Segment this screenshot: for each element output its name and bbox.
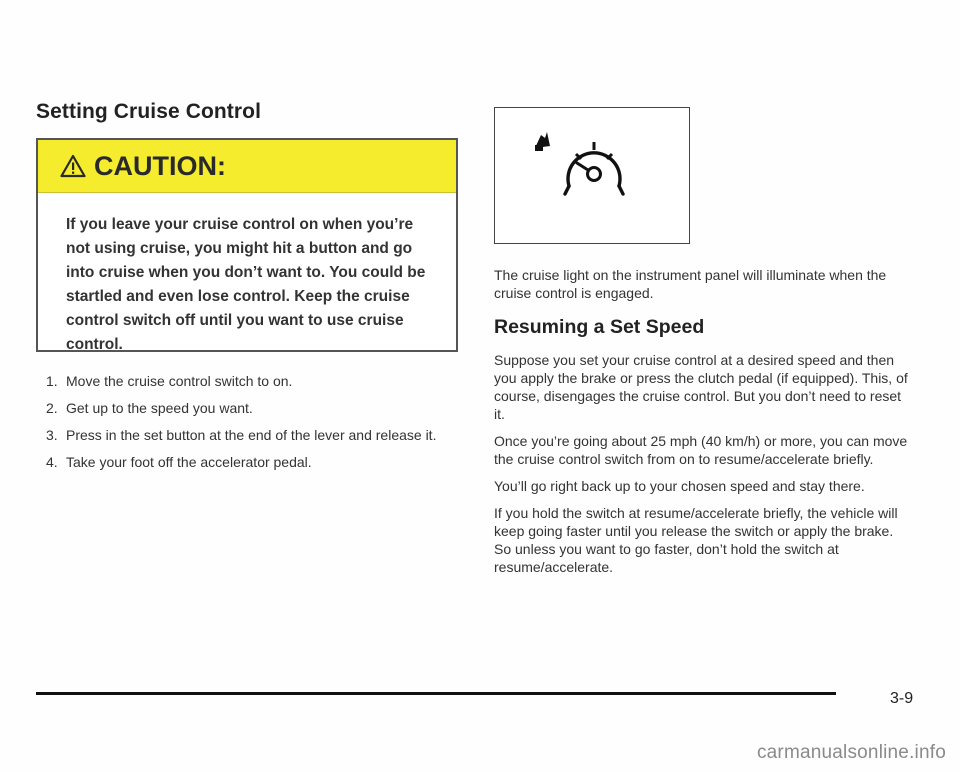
step-text: Press in the set button at the end of the lever and release it. [66,427,437,443]
list-item [46,453,456,471]
paragraph: You’ll go right back up to your chosen speed and stay there. [494,478,865,494]
paragraph: Once you’re going about 25 mph (40 km/h) or more, you can move the cruise control switch from on to resume/accelerate briefly. [494,433,908,467]
list-item [46,372,456,390]
step-number: 4. [46,454,58,470]
watermark: carmanualsonline.info [756,742,946,763]
caution-label: CAUTION: [94,150,226,181]
paragraph: Suppose you set your cruise control at a desired speed and then you apply the brake or press the clutch pedal (if equipped). This, of course, disengages the cruise control. But you don’t need to reset it. [494,352,908,422]
cruise-indicator-figure [494,107,690,244]
step-number: 1. [46,373,58,389]
list-item [46,426,456,444]
figure-caption: The cruise light on the instrument panel will illuminate when the cruise control is engaged. [494,267,887,301]
caution-box [36,138,458,352]
section-heading: Resuming a Set Speed [494,316,705,338]
step-text: Get up to the speed you want. [66,400,253,416]
caution-header [38,140,456,193]
warning-triangle-icon [60,154,86,178]
cruise-control-icon [495,108,689,243]
page-number: 3-9 [890,690,914,707]
caution-text: If you leave your cruise control on when you’re not using cruise, you might hit a button and go into cruise when you don’t want to. You could be startled and even lose control. Keep the cruise control switch off until you want to use cruise control. [66,216,426,353]
step-number: 2. [46,400,58,416]
section-title: Setting Cruise Control [36,100,262,123]
paragraph: If you hold the switch at resume/accelerate briefly, the vehicle will keep going faster until you release the switch or apply the brake. So unless you want to go faster, don’t hold the switch at resume/accelerate. [494,505,898,575]
list-item [46,399,456,417]
left-column [36,100,466,124]
steps-list [46,372,456,480]
right-column [494,266,914,585]
step-text: Move the cruise control switch to on. [66,373,293,389]
step-number: 3. [46,427,58,443]
step-text: Take your foot off the accelerator pedal. [66,454,312,470]
footer-divider [36,692,836,695]
